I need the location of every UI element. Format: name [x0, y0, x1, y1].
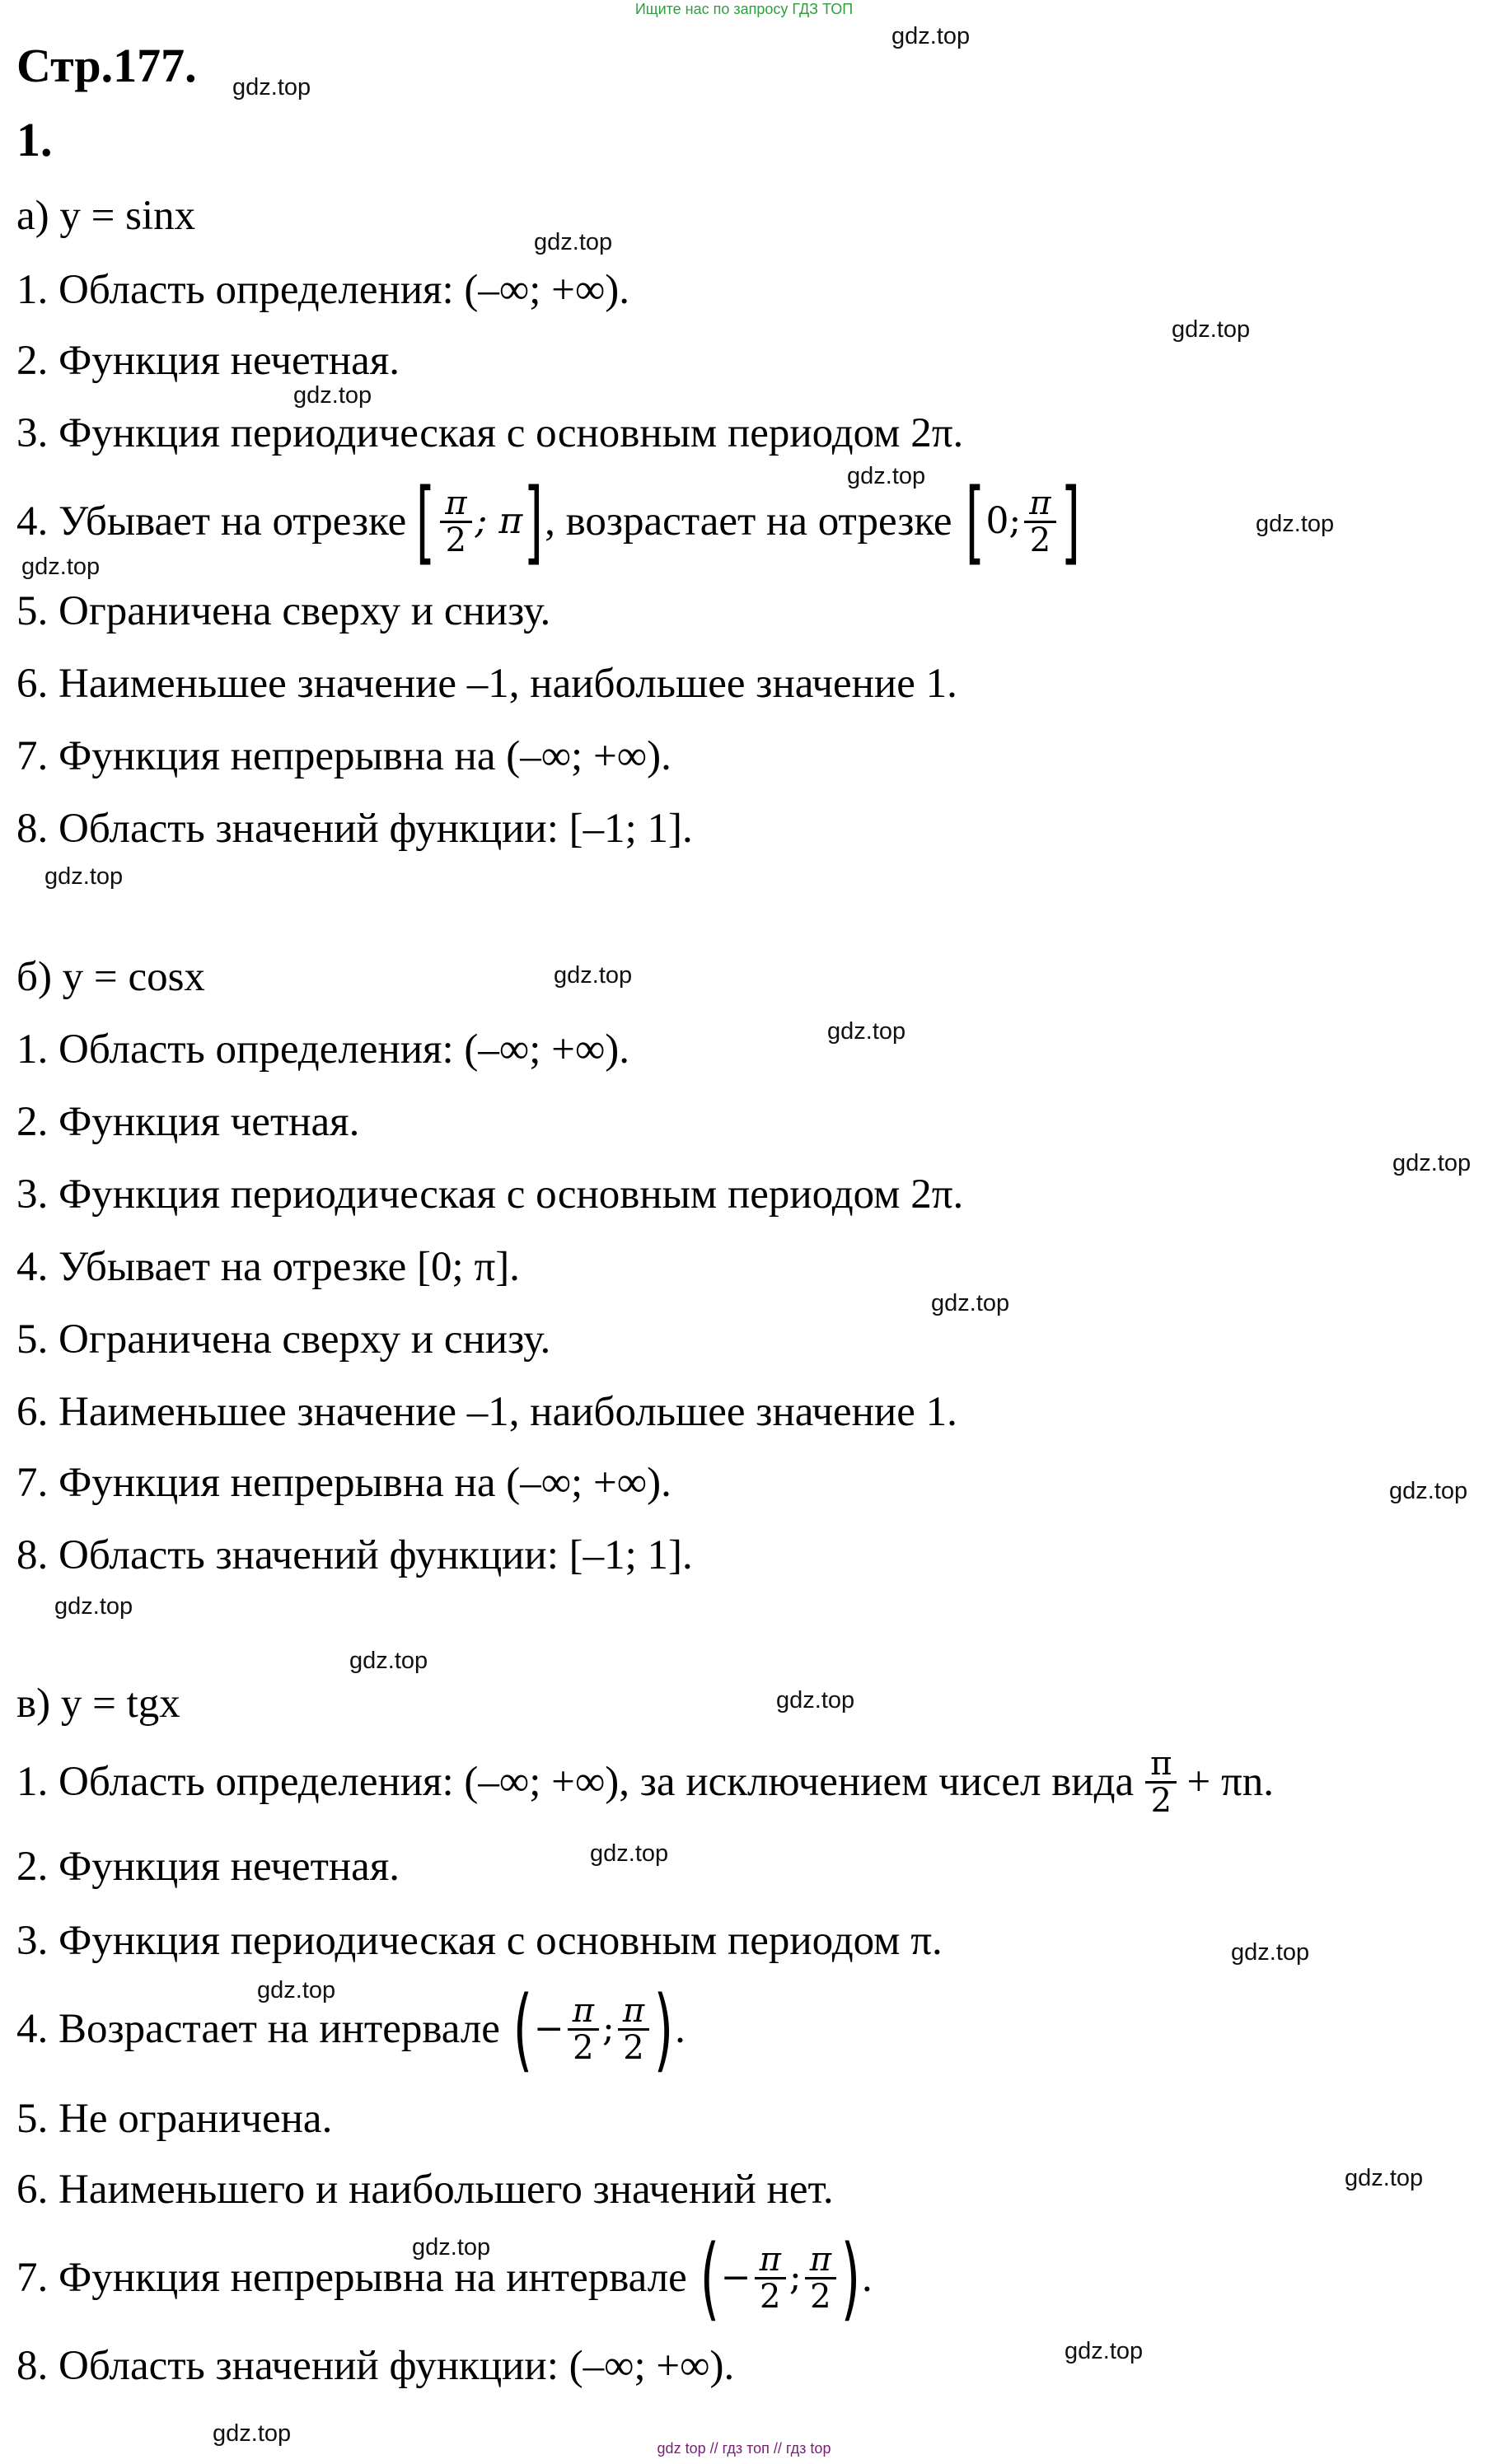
watermark: gdz.top: [1345, 2165, 1424, 2191]
section-a-item-4-middle: , возрастает на отрезке: [545, 498, 952, 545]
minus-sign: −: [720, 2256, 751, 2298]
section-c-item-7-prefix: 7. Функция непрерывна на интервале: [16, 2255, 687, 2301]
section-a-item-6: 6. Наименьшее значение –1, наибольшее значение 1.: [16, 661, 957, 707]
watermark: gdz.top: [1231, 1939, 1310, 1966]
fraction-numerator: π: [618, 1994, 649, 2031]
section-a-item-4-prefix: 4. Убывает на отрезке: [16, 498, 407, 545]
section-b-item-6: 6. Наименьшее значение –1, наибольшее значение 1.: [16, 1389, 957, 1435]
open-paren: (: [700, 2225, 720, 2331]
watermark: gdz.top: [554, 962, 633, 989]
fraction-pi-over-2: [618, 1991, 649, 2067]
section-b-item-5: 5. Ограничена сверху и снизу.: [16, 1316, 551, 1363]
section-b-header: б) y = cosx: [16, 954, 205, 1000]
watermark: gdz.top: [827, 1018, 906, 1045]
section-c-item-4: [16, 1976, 686, 2082]
watermark: gdz.top: [891, 23, 971, 49]
watermark: gdz.top: [1065, 2338, 1144, 2364]
semicolon-pi: ; π: [475, 500, 523, 542]
section-c-item-1: [16, 1737, 1274, 1827]
watermark: gdz.top: [21, 554, 101, 580]
task-number: 1.: [16, 113, 53, 166]
section-b-item-7: 7. Функция непрерывна на (–∞; +∞).: [16, 1460, 671, 1506]
watermark: gdz.top: [44, 863, 124, 890]
fraction-numerator: π: [568, 1994, 599, 2031]
fraction-pi-over-2: [1024, 486, 1055, 558]
watermark: gdz.top: [1392, 1150, 1472, 1176]
watermark: gdz.top: [54, 1593, 133, 1620]
fraction-numerator: π: [1145, 1746, 1177, 1784]
section-a-item-2: 2. Функция нечетная.: [16, 338, 400, 384]
fraction-numerator: π: [1024, 486, 1055, 523]
open-bracket: [: [965, 469, 985, 574]
fraction-denominator: 2: [760, 2277, 781, 2316]
fraction-denominator: 2: [573, 2028, 594, 2067]
watermark: gdz.top: [534, 229, 613, 255]
fraction-pi-over-2: [568, 1991, 599, 2067]
fraction-pi-over-2: [755, 2242, 786, 2314]
watermark: gdz.top: [1256, 511, 1335, 537]
section-c-item-4-prefix: 4. Возрастает на интервале: [16, 2006, 500, 2052]
watermark: gdz.top: [1389, 1478, 1468, 1504]
watermark: gdz.top: [349, 1648, 428, 1674]
fraction-denominator: 2: [810, 2277, 831, 2316]
fraction-pi-over-2: [440, 486, 471, 558]
section-c-header: в) y = tgx: [16, 1681, 180, 1727]
section-b-item-3: 3. Функция периодическая с основным периодом 2π.: [16, 1171, 964, 1218]
close-paren: ): [653, 1976, 674, 2082]
watermark: gdz.top: [412, 2234, 491, 2261]
top-banner: Ищите нас по запросу ГДЗ ТОП: [634, 1, 854, 17]
page-title: Стр.177.: [16, 39, 197, 92]
open-paren: (: [512, 1976, 533, 2082]
watermark: gdz.top: [590, 1840, 669, 1867]
bottom-banner: gdz top // гдз топ // гдз top: [657, 2440, 831, 2457]
close-paren: ): [840, 2225, 861, 2331]
section-c-item-5: 5. Не ограничена.: [16, 2096, 333, 2142]
watermark: gdz.top: [1172, 316, 1251, 343]
section-c-item-3: 3. Функция периодическая с основным периодом π.: [16, 1918, 943, 1964]
section-b-item-1: 1. Область определения: (–∞; +∞).: [16, 1026, 630, 1073]
watermark: gdz.top: [232, 74, 311, 101]
fraction-pi-over-2: [805, 2242, 836, 2314]
fraction-numerator: π: [755, 2242, 786, 2279]
fraction-denominator: 2: [623, 2028, 644, 2067]
watermark: gdz.top: [776, 1687, 855, 1714]
close-bracket: ]: [1060, 469, 1080, 574]
section-b-item-4: 4. Убывает на отрезке [0; π].: [16, 1244, 520, 1290]
period: .: [861, 2255, 873, 2301]
fraction-numerator: π: [440, 486, 471, 523]
semicolon: ;: [602, 2008, 615, 2050]
fraction-denominator: 2: [1150, 1781, 1172, 1820]
close-bracket: ]: [523, 469, 544, 574]
section-a-header: а) y = sinx: [16, 193, 196, 239]
section-a-item-8: 8. Область значений функции: [–1; 1].: [16, 806, 693, 852]
minus-sign: −: [533, 2008, 564, 2050]
open-bracket: [: [415, 469, 436, 574]
section-c-item-6: 6. Наименьшего и наибольшего значений нет.: [16, 2167, 834, 2213]
period: .: [675, 2006, 686, 2052]
section-a-item-5: 5. Ограничена сверху и снизу.: [16, 588, 551, 634]
watermark: gdz.top: [257, 1977, 336, 2003]
fraction-numerator: π: [805, 2242, 836, 2279]
semicolon: ;: [788, 2256, 802, 2298]
section-b-item-8: 8. Область значений функции: [–1; 1].: [16, 1532, 693, 1578]
section-b-item-2: 2. Функция четная.: [16, 1099, 360, 1145]
section-c-item-2: 2. Функция нечетная.: [16, 1844, 400, 1890]
section-a-item-1: 1. Область определения: (–∞; +∞).: [16, 267, 630, 313]
watermark: gdz.top: [293, 382, 372, 409]
section-a-item-3: 3. Функция периодическая с основным периодом 2π.: [16, 410, 964, 456]
watermark: gdz.top: [847, 463, 926, 489]
fraction-denominator: 2: [1029, 521, 1051, 559]
fraction-pi-over-2: [1145, 1746, 1177, 1818]
section-c-item-8: 8. Область значений функции: (–∞; +∞).: [16, 2343, 735, 2389]
fraction-denominator: 2: [445, 521, 467, 559]
section-a-item-7: 7. Функция непрерывна на (–∞; +∞).: [16, 733, 671, 779]
zero-semicolon: 0;: [985, 500, 1022, 542]
section-c-item-1-prefix: 1. Область определения: (–∞; +∞), за исключением чисел вида: [16, 1759, 1135, 1805]
section-c-item-1-suffix: + πn.: [1186, 1759, 1274, 1805]
watermark: gdz.top: [931, 1290, 1010, 1316]
section-a-item-4: [16, 469, 1081, 574]
watermark: gdz.top: [213, 2420, 292, 2447]
